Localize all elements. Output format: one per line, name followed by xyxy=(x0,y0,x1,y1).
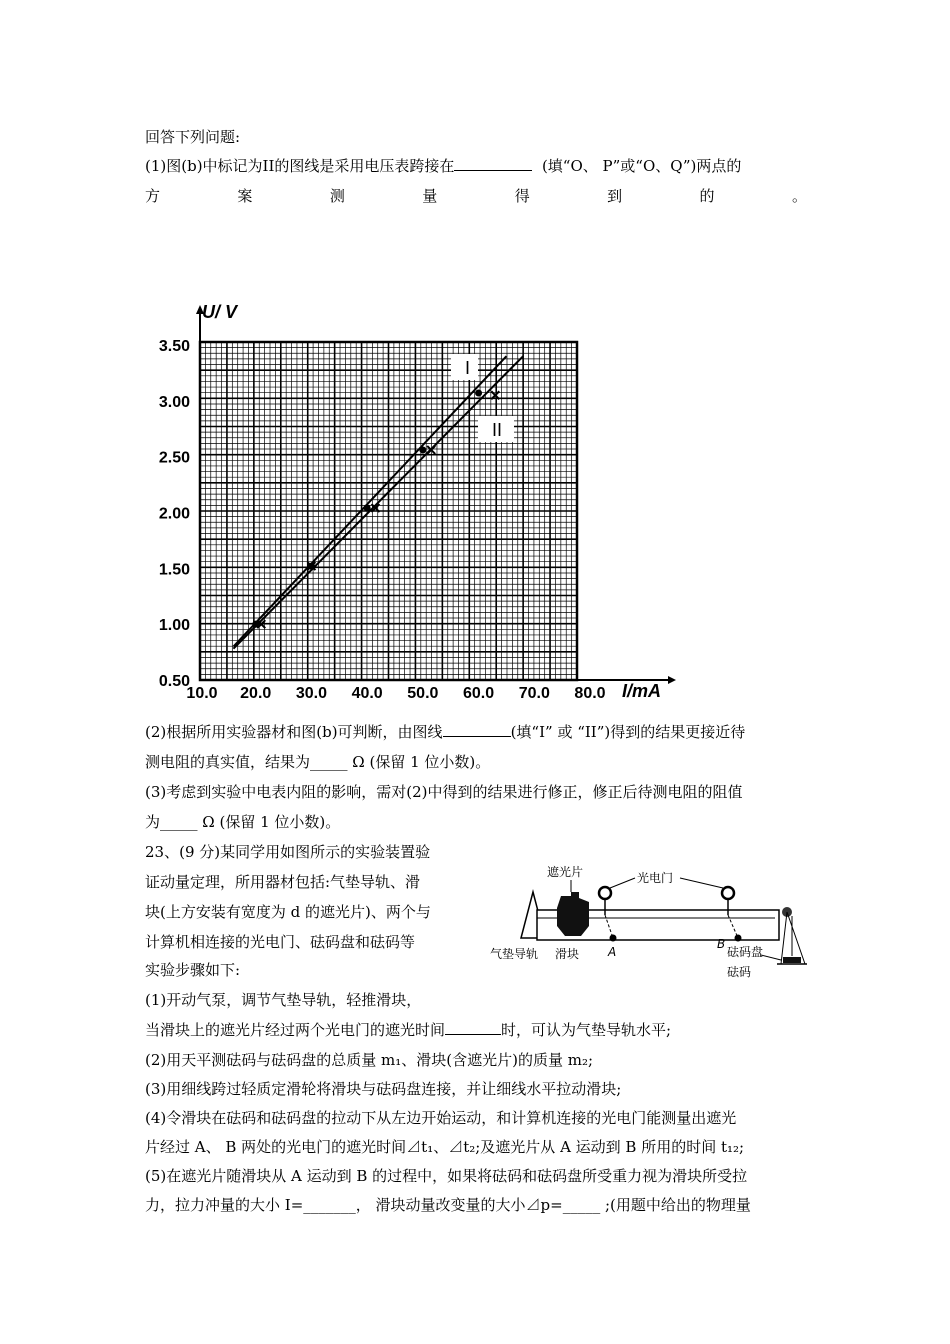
step1-text-a: 当滑块上的遮光片经过两个光电门的遮光时间 xyxy=(145,1021,446,1039)
q1-line2-char: 的 xyxy=(699,187,715,205)
q1-line2-char: 量 xyxy=(422,187,438,205)
y-tick-label: 3.00 xyxy=(158,393,190,411)
step5-line2: 力，拉力冲量的大小 I=_______， 滑块动量改变量的大小⊿p=_____ ;(用题中给出的物理量 xyxy=(145,1196,751,1214)
series-label-II: II xyxy=(492,420,503,440)
q1-line2-char: 。 xyxy=(791,187,807,205)
q2-text-b: (填“I” 或 “II”)得到的结果更接近待 xyxy=(510,723,746,741)
x-tick-label: 50.0 xyxy=(407,685,439,702)
q2-text-a: (2)根据所用实验器材和图(b)可判断，由图线 xyxy=(145,723,443,741)
x-tick-label: 30.0 xyxy=(295,685,327,702)
q1-line2-char: 方 xyxy=(145,187,161,205)
label-gate: 光电门 xyxy=(637,871,674,885)
label-slider: 滑块 xyxy=(555,947,580,961)
y-axis-label: U/ V xyxy=(202,302,238,322)
q23-line5: 实验步骤如下: xyxy=(145,961,241,979)
pulley-support-right xyxy=(787,912,805,964)
y-tick-label: 3.50 xyxy=(158,338,190,355)
y-tick-label: 2.50 xyxy=(158,449,190,467)
x-tick-label: 10.0 xyxy=(186,685,218,702)
step5-line1: (5)在遮光片随滑块从 A 运动到 B 的过程中，如果将砝码和砝码盘所受重力视为滑块所受拉 xyxy=(145,1167,748,1185)
step1-cont xyxy=(145,1020,807,1040)
q23-line3: 块(上方安装有宽度为 d 的遮光片)、两个与 xyxy=(145,903,431,921)
data-point-I xyxy=(419,446,426,453)
q23-line1: 23、(9 分)某同学用如图所示的实验装置验 xyxy=(145,843,431,861)
step4-line1: (4)令滑块在砝码和砝码盘的拉动下从左边开始运动，和计算机连接的光电门能测量出遮光 xyxy=(145,1109,737,1127)
q2-line1 xyxy=(145,722,807,742)
gate-leader-a xyxy=(610,878,635,888)
step2: (2)用天平测砝码与砝码盘的总质量 m₁、滑块(含遮光片)的质量 m₂; xyxy=(145,1051,594,1069)
q1-line2-char: 到 xyxy=(607,187,623,205)
intro-text: 回答下列问题: xyxy=(145,128,241,146)
q1-blank[interactable] xyxy=(454,158,532,171)
y-tick-label: 1.00 xyxy=(158,617,190,635)
gate-leader-b xyxy=(680,878,723,888)
label-a: A xyxy=(608,945,617,959)
q3-line1: (3)考虑到实验中电表内阻的影响，需对(2)中得到的结果进行修正，修正后待测电阻的阻值 xyxy=(145,783,743,801)
label-shade: 遮光片 xyxy=(547,865,584,879)
point-b xyxy=(735,935,742,942)
q23-line6: (1)开动气泵，调节气垫导轨，轻推滑块， xyxy=(145,991,422,1009)
point-a xyxy=(610,935,617,942)
q1-text-b: (填“O、 P”或“O、Q”)两点的 xyxy=(541,157,742,175)
grid xyxy=(200,342,577,680)
label-pan: 砝码盘 xyxy=(727,945,764,959)
q23-line4: 计算机相连接的光电门、砝码盘和砝码等 xyxy=(145,933,416,951)
x-axis-label: I/mA xyxy=(622,681,662,701)
y-tick-label: 2.00 xyxy=(158,505,190,523)
q1-line1 xyxy=(145,156,807,176)
x-axis-arrow xyxy=(668,676,676,684)
step1-text-b: 时，可认为气垫导轨水平; xyxy=(501,1021,672,1039)
label-b: B xyxy=(717,937,726,951)
step1-blank[interactable] xyxy=(445,1022,501,1035)
q1-text-a: (1)图(b)中标记为II的图线是采用电压表跨接在 xyxy=(145,157,455,175)
step4-line2: 片经过 A、 B 两处的光电门的遮光时间⊿t₁、⊿t₂;及遮光片从 A 运动到 B 所用的时间 t₁₂; xyxy=(145,1138,745,1156)
label-weight: 砝码 xyxy=(727,965,752,979)
x-tick-label: 70.0 xyxy=(518,685,550,702)
y-tick-label: 1.50 xyxy=(158,561,190,579)
q2-blank[interactable] xyxy=(443,724,511,737)
q1-line2 xyxy=(145,186,807,206)
slider-shape xyxy=(557,892,589,936)
label-track: 气垫导轨 xyxy=(490,947,539,961)
x-tick-label: 20.0 xyxy=(240,685,272,702)
x-tick-label: 40.0 xyxy=(351,685,383,702)
gate-b-icon xyxy=(722,887,734,899)
q23-line2: 证动量定理，所用器材包括:气垫导轨、滑 xyxy=(145,873,421,891)
pan-leader xyxy=(761,955,781,960)
q2-line2: 测电阻的真实值，结果为_____ Ω (保留 1 位小数)。 xyxy=(145,753,491,771)
q1-line2-char: 案 xyxy=(237,187,253,205)
step3: (3)用细线跨过轻质定滑轮将滑块与砝码盘连接，并让细线水平拉动滑块; xyxy=(145,1080,622,1098)
q1-line2-char: 测 xyxy=(329,187,345,205)
gate-a-icon xyxy=(599,887,611,899)
x-tick-label: 60.0 xyxy=(463,685,495,702)
apparatus-diagram xyxy=(485,860,815,990)
q3-line2: 为_____ Ω (保留 1 位小数)。 xyxy=(145,813,341,831)
data-point-I xyxy=(475,390,482,397)
weight-block xyxy=(783,957,801,963)
series-label-I: I xyxy=(465,358,471,378)
pulley-support-left xyxy=(781,912,787,964)
x-tick-label: 80.0 xyxy=(574,685,606,702)
q1-line2-char: 得 xyxy=(514,187,530,205)
y-tick-label: 0.50 xyxy=(158,673,190,690)
ui-graph xyxy=(140,300,680,710)
